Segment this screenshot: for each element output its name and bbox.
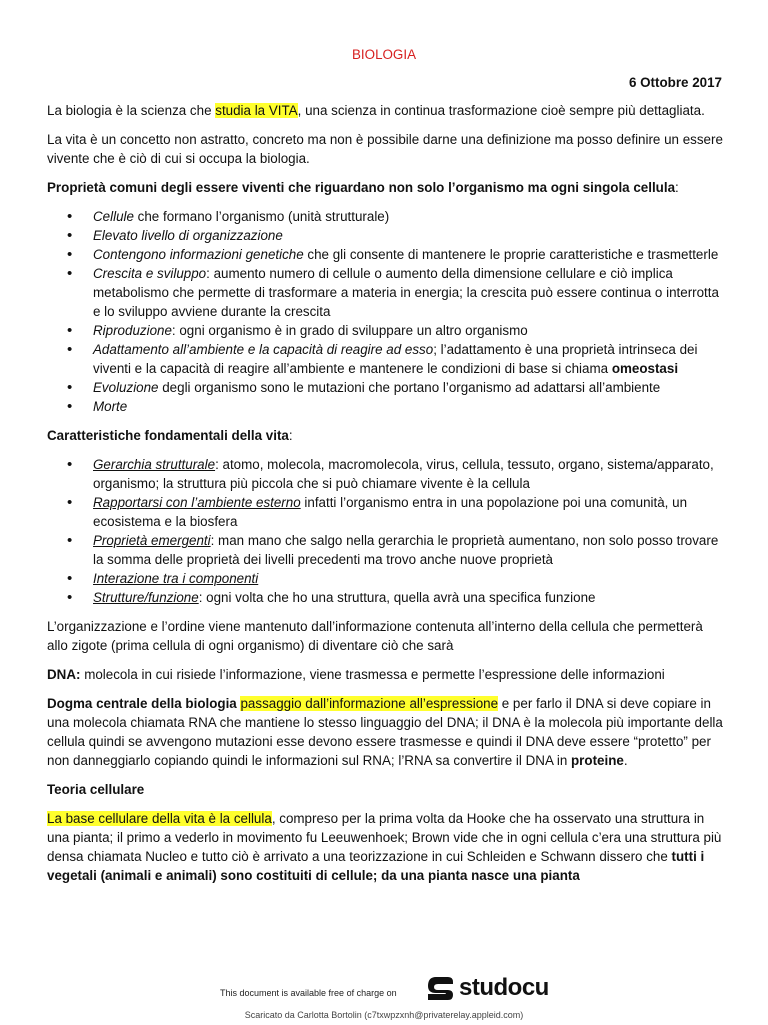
list-item (47, 245, 727, 264)
list-item-term: Rapportarsi con l’ambiente esterno (93, 495, 301, 510)
intro-text-after: , una scienza in continua trasformazione cioè sempre più dettagliata. (297, 103, 705, 118)
characteristics-heading (47, 426, 727, 445)
dogma-bold-end: proteine (571, 753, 624, 768)
list-item (47, 569, 727, 588)
organization-paragraph: L’organizzazione e l’ordine viene mantenuto dall’informazione contenuta all’interno della cellula che permetterà allo zigote (prima cellula di ogni organismo) di diventare ciò che sarà (47, 619, 703, 653)
list-item (47, 264, 727, 321)
studocu-logo-icon (424, 973, 456, 1003)
properties-heading-colon: : (675, 180, 679, 195)
dna-label: DNA: (47, 667, 81, 682)
dogma-text: e per farlo il DNA si deve copiare in una molecola chiamata RNA che mantiene lo stesso linguaggio del DNA; il DNA è la molecola più importante della cellula quindi se avvengono mutazioni esse devono essere trasmesse e quindi il DNA deve essere “protetto” per non danneggiarlo copiando quindi le informazioni sul RNA; l’RNA sa convertire il DNA in (47, 696, 723, 768)
properties-heading (47, 178, 727, 197)
list-item (47, 493, 727, 531)
list-item-text: : ogni volta che ho una struttura, quella avrà una specifica funzione (198, 590, 596, 605)
list-item-term: Morte (93, 399, 128, 414)
download-credit: Scaricato da Carlotta Bortolin (c7txwpzxnh@privaterelay.appleid.com) (244, 1010, 524, 1020)
list-item (47, 455, 727, 493)
list-item-term: Elevato livello di organizzazione (93, 228, 283, 243)
list-item (47, 378, 727, 397)
characteristics-list (47, 455, 727, 607)
intro-text: La biologia è la scienza che (47, 103, 216, 118)
highlight-study-life: studia la VITA (215, 103, 298, 118)
dogma-end: . (623, 753, 628, 768)
highlight-dogma: passaggio dall’informazione all’espressione (240, 696, 499, 711)
list-item (47, 397, 727, 416)
list-item-term: Riproduzione (93, 323, 172, 338)
cell-theory-heading (47, 780, 727, 799)
list-item-term: Gerarchia strutturale (93, 457, 216, 472)
list-item-term: Interazione tra i componenti (93, 571, 259, 586)
document-date: 6 Ottobre 2017 (628, 75, 722, 90)
intro-paragraph-2: La vita è un concetto non astratto, concreto ma non è possibile darne una definizione ma posso definire un essere vivente che è ciò di cui si occupa la biologia. (47, 132, 723, 166)
list-item-term: Contengono informazioni genetiche (93, 247, 304, 262)
cell-theory-bold-end: tutti i vegetali (animali e animali) sono costituiti di cellule; da una pianta nasce una pianta (47, 849, 705, 883)
properties-heading-text: Proprietà comuni degli essere viventi che riguardano non solo l’organismo ma ogni singola cellula (47, 180, 676, 195)
list-item (47, 531, 727, 569)
document-title: BIOLOGIA (352, 47, 416, 62)
list-item-term: Adattamento all’ambiente e la capacità di reagire ad esso (93, 342, 434, 357)
document-body (47, 101, 727, 895)
cell-theory-text: , compreso per la prima volta da Hooke che ha osservato una struttura in una pianta; il primo a vederlo in movimento fu Leeuwenhoek; Brown vide che in ogni cellula c’era una struttura più densa chiamata Nucleo e tutto ciò è arrivato a una teorizzazione in cui Schleiden e Schwann dissero che (47, 811, 722, 864)
studocu-logo-text: studocu (459, 974, 549, 1001)
list-item-term: Crescita e sviluppo (93, 266, 207, 281)
list-item-term: Cellule (93, 209, 134, 224)
list-item-text: che formano l’organismo (unità strutturale) (133, 209, 390, 224)
list-item (47, 226, 727, 245)
footer (0, 970, 768, 1024)
list-item-text: : atomo, molecola, macromolecola, virus, cellula, tessuto, organo, sistema/apparato, organismo; la struttura più piccola che si può chiamare vivente è la cellula (93, 457, 714, 491)
list-item-text: ; l’adattamento è una proprietà intrinseca dei viventi e la capacità di reagire all’ambiente e mantenere le condizioni di base si chiama (93, 342, 698, 376)
dna-text: molecola in cui risiede l’informazione, viene trasmessa e permette l’espressione delle informazioni (80, 667, 665, 682)
list-item-text: : aumento numero di cellule o aumento della dimensione cellulare e ciò implica metabolismo che permette di trasformare a materia in energia; la crescita può essere continua o interrotta e lo sviluppo avviene durante la crescita (93, 266, 719, 319)
list-item-text: : man mano che salgo nella gerarchia le proprietà aumentano, non solo posso trovare la somma delle proprietà dei livelli precedenti ma trovo anche nuove proprietà (93, 533, 719, 567)
list-item-term: Proprietà emergenti (93, 533, 211, 548)
list-item (47, 588, 727, 607)
intro-paragraph-1 (47, 101, 727, 120)
list-item-text: degli organismo sono le mutazioni che portano l’organismo ad adattarsi all’ambiente (158, 380, 661, 395)
list-item-text: che gli consente di mantenere le proprie caratteristiche e trasmetterle (303, 247, 719, 262)
dogma-paragraph (47, 694, 727, 770)
highlight-cell-theory: La base cellulare della vita è la cellula (47, 811, 272, 826)
footer-note: This document is available free of charge on (220, 988, 397, 998)
dogma-label: Dogma centrale della biologia (47, 696, 237, 711)
list-item (47, 321, 727, 340)
cell-theory-heading-text: Teoria cellulare (47, 782, 145, 797)
characteristics-heading-colon: : (288, 428, 293, 443)
list-item-text: : ogni organismo è in grado di sviluppare un altro organismo (171, 323, 528, 338)
list-item-term: Evoluzione (93, 380, 159, 395)
dna-paragraph (47, 665, 727, 684)
cell-theory-paragraph (47, 809, 727, 885)
list-item (47, 340, 727, 378)
list-item-term: Strutture/funzione (93, 590, 199, 605)
list-item-text: infatti l’organismo entra in una popolazione poi una comunità, un ecosistema e la biosfera (93, 495, 688, 529)
properties-list (47, 207, 727, 416)
list-item (47, 207, 727, 226)
list-item-bold: omeostasi (611, 361, 679, 376)
characteristics-heading-text: Caratteristiche fondamentali della vita (47, 428, 289, 443)
